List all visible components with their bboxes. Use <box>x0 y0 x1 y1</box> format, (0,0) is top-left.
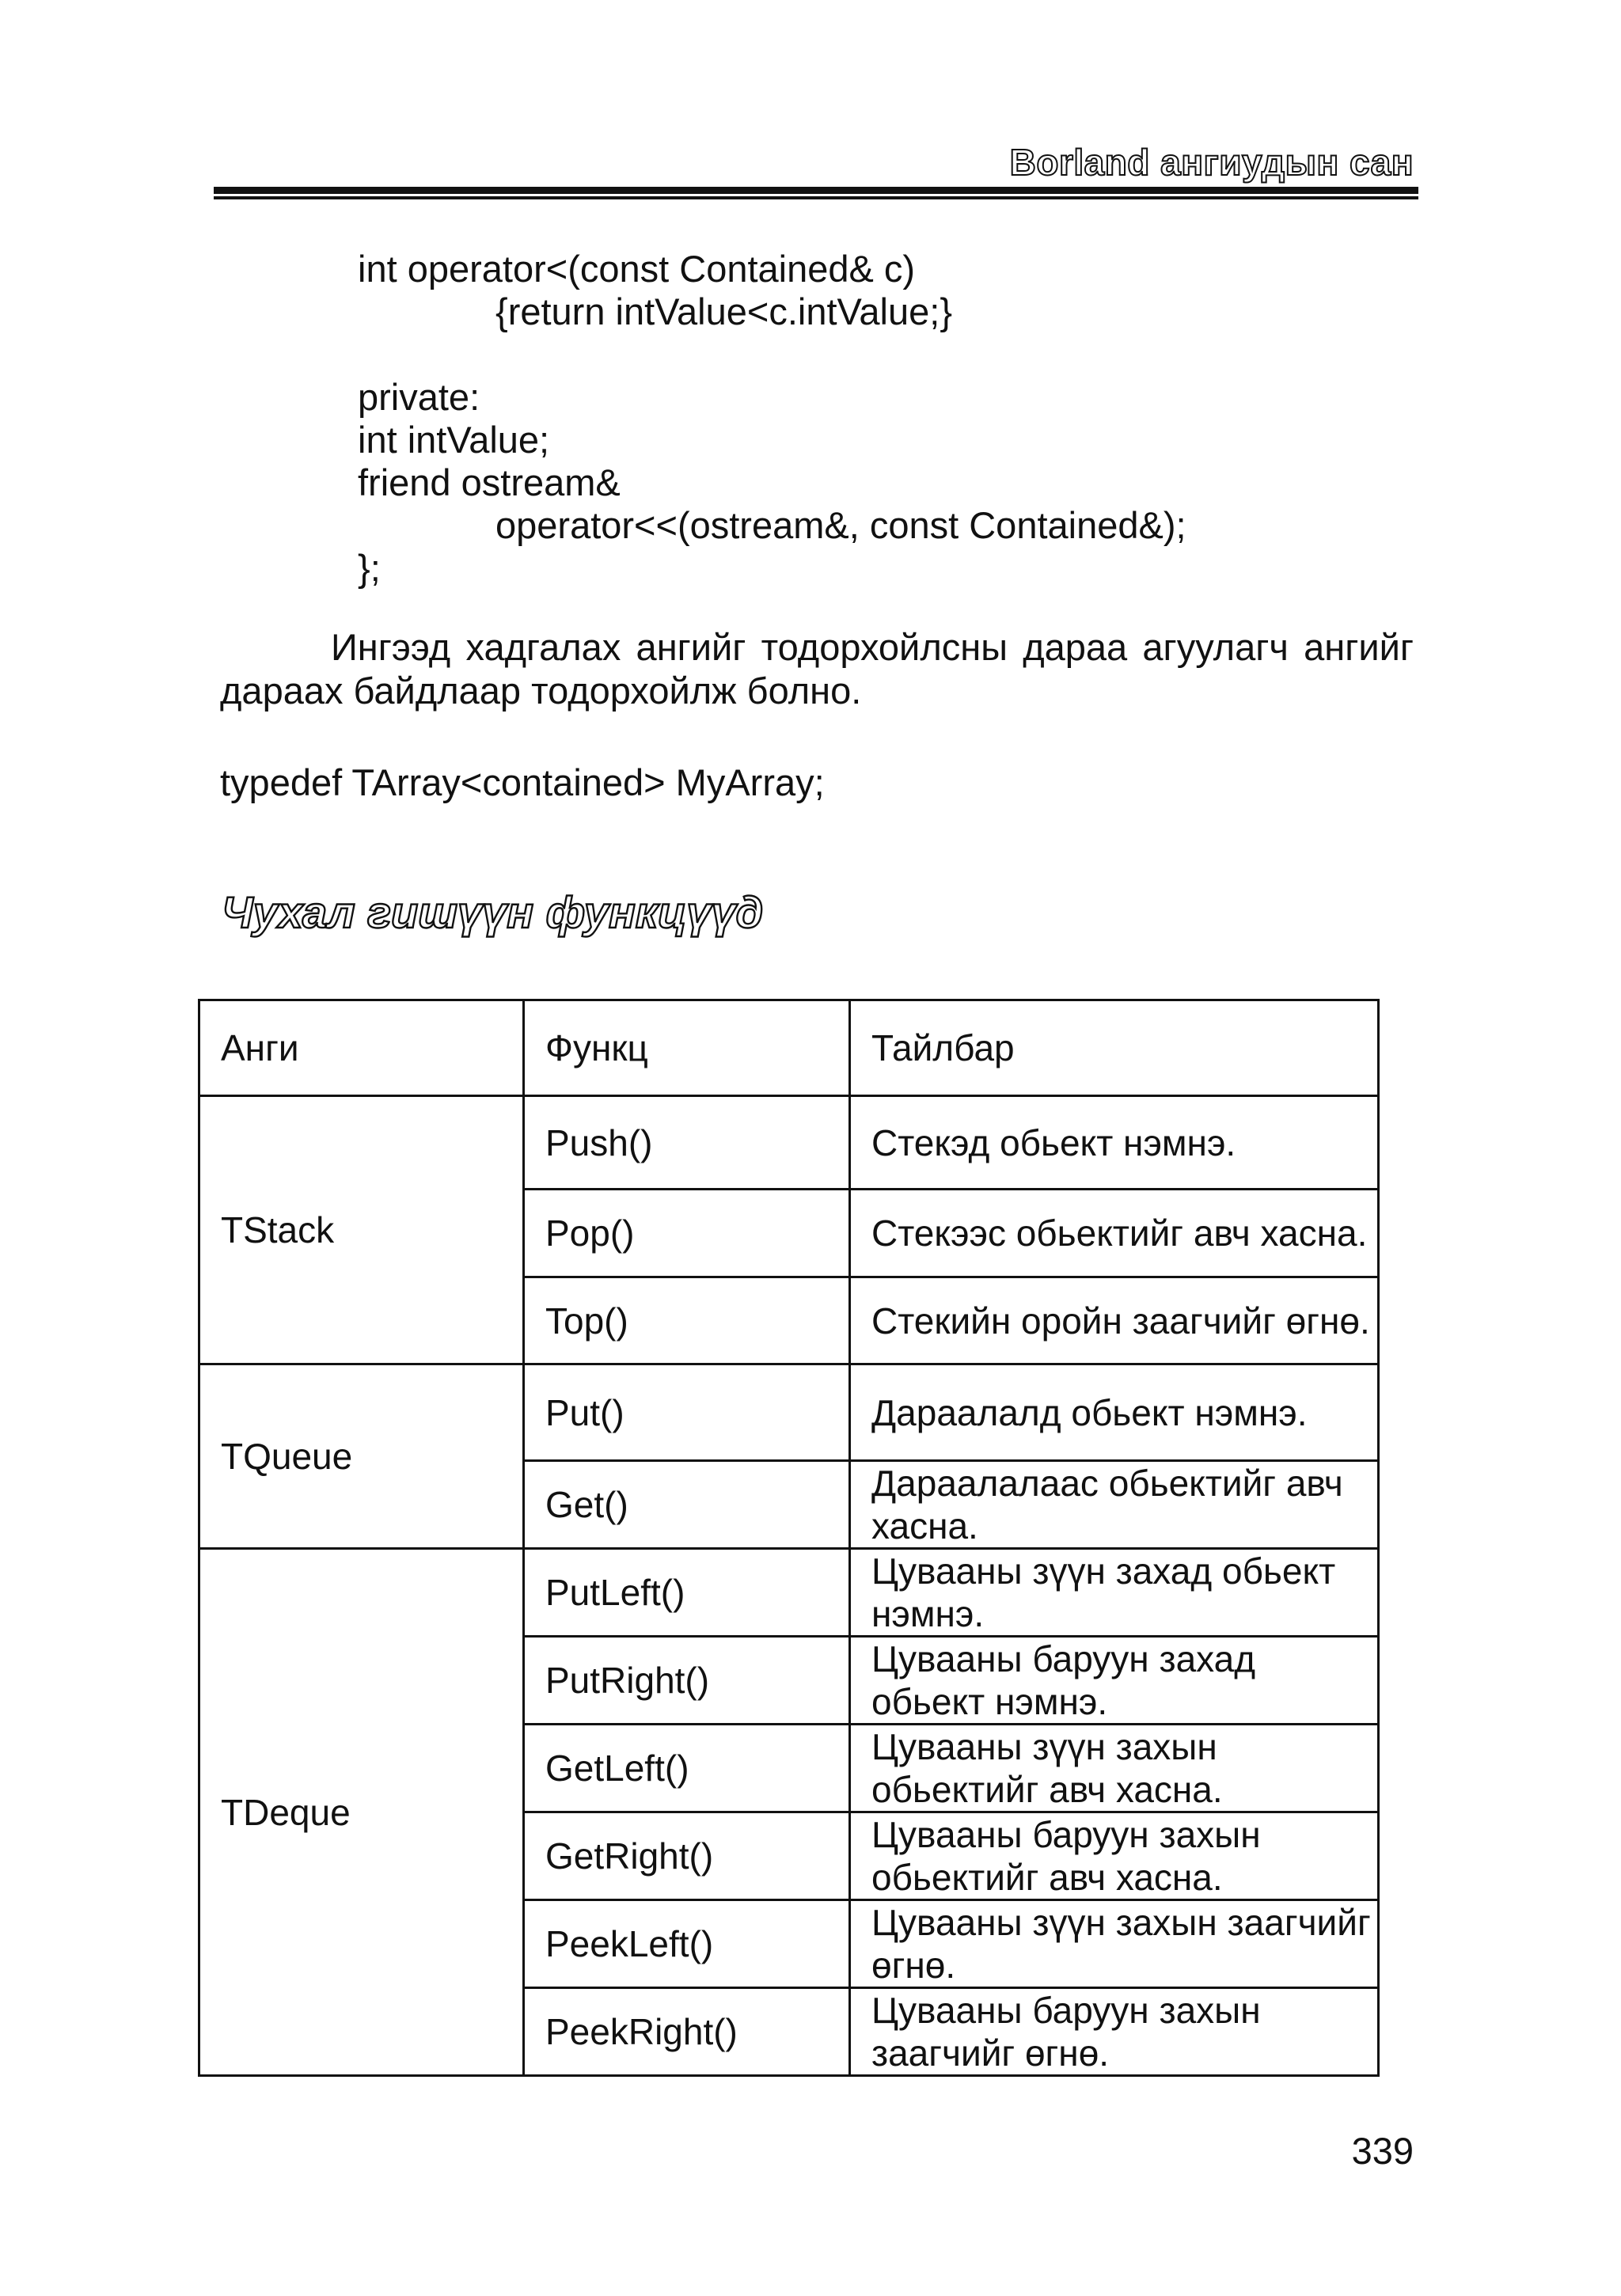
function-cell: Top() <box>524 1277 850 1364</box>
section-title: Чухал гишүүн функцүүд <box>222 887 764 937</box>
table-row <box>199 1096 1379 1190</box>
description-cell: Цувааны зүүн захад обьект нэмнэ. <box>850 1549 1379 1637</box>
description-cell: Дараалалаас обьектийг авч хасна. <box>850 1461 1379 1549</box>
code-line: friend ostream& <box>358 461 621 503</box>
description-cell: Цувааны баруун захад обьект нэмнэ. <box>850 1637 1379 1725</box>
function-cell: PeekLeft() <box>524 1900 850 1988</box>
function-cell: Push() <box>524 1096 850 1190</box>
class-cell: TStack <box>199 1096 524 1364</box>
function-cell: GetLeft() <box>524 1725 850 1812</box>
function-cell: Get() <box>524 1461 850 1549</box>
body-paragraph: Ингээд хадгалах ангийг тодорхойлсны дараа агуулагч ангийг дараах байдлаар тодорхойлж болно. <box>220 626 1414 712</box>
code-line: int intValue; <box>358 419 550 461</box>
description-cell: Стекээс обьектийг авч хасна. <box>850 1190 1379 1277</box>
description-cell: Стекийн оройн заагчийг өгнө. <box>850 1277 1379 1364</box>
table-row <box>199 1549 1379 1637</box>
function-cell: PutRight() <box>524 1637 850 1725</box>
function-cell: PeekRight() <box>524 1988 850 2076</box>
functions-table <box>198 999 1380 2077</box>
code-line: {return intValue<c.intValue;} <box>495 290 953 332</box>
function-cell: Put() <box>524 1364 850 1461</box>
description-cell: Цувааны зүүн захын обьектийг авч хасна. <box>850 1725 1379 1812</box>
table-header-row <box>199 1000 1379 1096</box>
code-line: operator<<(ostream&, const Contained&); <box>495 504 1186 546</box>
function-cell: GetRight() <box>524 1812 850 1900</box>
code-line: }; <box>358 547 381 589</box>
header-cell: Функц <box>524 1000 850 1096</box>
running-head: Borland ангиудын сан <box>1009 142 1414 183</box>
header-rule <box>214 187 1418 199</box>
page-number: 339 <box>1351 2130 1414 2172</box>
description-cell: Цувааны баруун захын обьектийг авч хасна. <box>850 1812 1379 1900</box>
code-line: int operator<(const Contained& c) <box>358 248 916 290</box>
class-cell: TQueue <box>199 1364 524 1549</box>
function-cell: PutLeft() <box>524 1549 850 1637</box>
description-cell: Стекэд обьект нэмнэ. <box>850 1096 1379 1190</box>
header-cell: Анги <box>199 1000 524 1096</box>
description-cell: Цувааны баруун захын заагчийг өгнө. <box>850 1988 1379 2076</box>
code-line: private: <box>358 376 480 418</box>
class-cell: TDeque <box>199 1549 524 2076</box>
table-row <box>199 1364 1379 1461</box>
function-cell: Pop() <box>524 1190 850 1277</box>
typedef-code-line: typedef TArray<contained> MyArray; <box>220 761 825 803</box>
description-cell: Цувааны зүүн захын заагчийг өгнө. <box>850 1900 1379 1988</box>
description-cell: Дараалалд обьект нэмнэ. <box>850 1364 1379 1461</box>
header-cell: Тайлбар <box>850 1000 1379 1096</box>
